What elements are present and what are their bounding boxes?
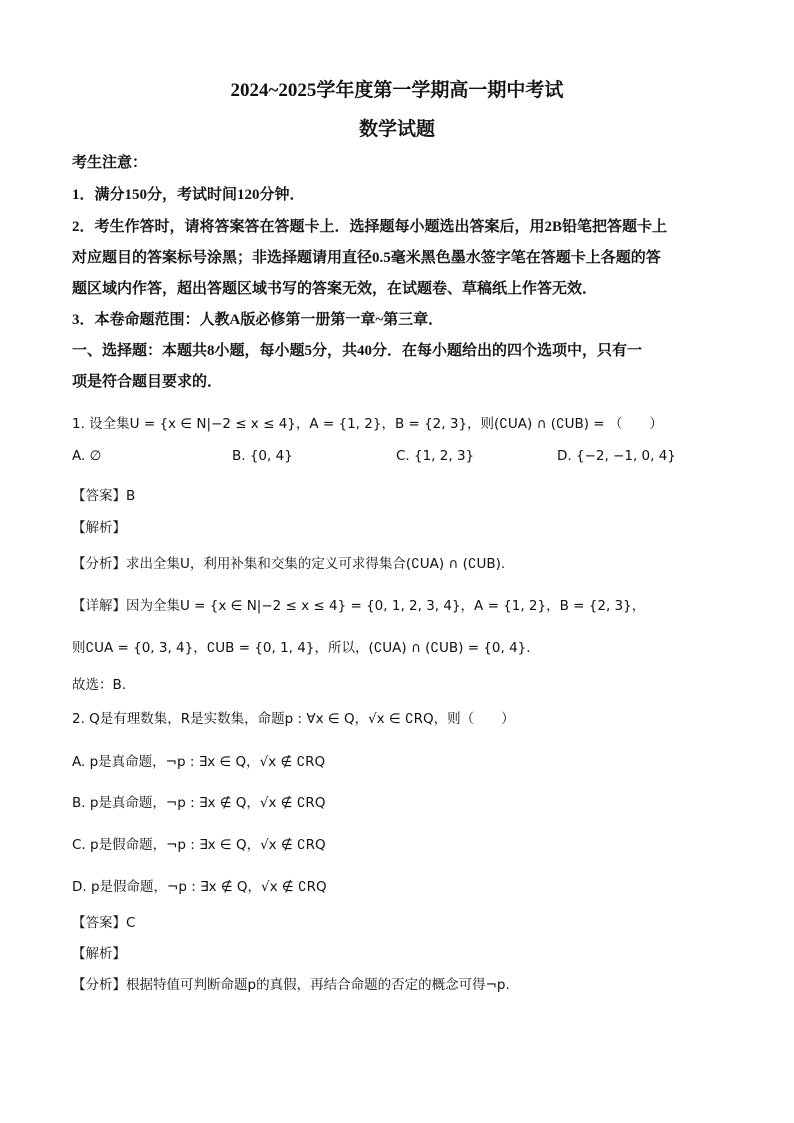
- question-1-option-b: B. {0, 4}: [232, 448, 293, 464]
- exam-subtitle: 数学试题: [358, 119, 435, 140]
- section-heading-line-1: 一、选择题：本题共8小题，每小题5分，共40分．在每小题给出的四个选项中，只有一: [72, 343, 643, 359]
- question-2-option-c: C. p是假命题，¬p : ∃x ∈ Q，√x ∉ ∁RQ: [72, 837, 326, 853]
- question-2-analysis-label: 【解析】: [72, 946, 126, 962]
- question-1-analysis-label: 【解析】: [72, 520, 126, 536]
- notice-item-2-line-1: 2．考生作答时，请将答案答在答题卡上．选择题每小题选出答案后，用2B铅笔把答题卡上: [72, 219, 668, 235]
- notice-item-3: 3．本卷命题范围：人教A版必修第一册第一章~第三章．: [72, 312, 444, 328]
- question-1-choice: 故选：B.: [72, 677, 127, 693]
- question-2-answer: 【答案】C: [72, 915, 136, 931]
- question-1-option-c: C. {1, 2, 3}: [396, 448, 475, 464]
- question-1-option-a: A. ∅: [72, 448, 102, 464]
- notice-item-2-line-3: 题区域内作答，超出答题区域书写的答案无效，在试题卷、草稿纸上作答无效．: [72, 281, 598, 297]
- question-1-xiangjie-line-2: 则∁UA = {0, 3, 4}，∁UB = {0, 1, 4}，所以，(∁UA) ∩ (∁UB) = {0, 4}.: [72, 640, 531, 656]
- question-1-option-d: D. {−2, −1, 0, 4}: [557, 448, 676, 464]
- section-heading-line-2: 项是符合题目要求的．: [72, 374, 223, 390]
- question-2-option-a: A. p是真命题，¬p : ∃x ∈ Q，√x ∉ ∁RQ: [72, 754, 326, 770]
- question-1-stem: 1. 设全集U = {x ∈ N|−2 ≤ x ≤ 4}，A = {1, 2}，B = {2, 3}，则(∁UA) ∩ (∁UB) = （ ）: [72, 416, 663, 432]
- notice-item-1: 1．满分150分，考试时间120分钟．: [72, 187, 305, 203]
- question-1-xiangjie-line-1: 【详解】因为全集U = {x ∈ N|−2 ≤ x ≤ 4} = {0, 1, 2, 3, 4}，A = {1, 2}，B = {2, 3}，: [72, 598, 646, 614]
- question-2-option-b: B. p是真命题，¬p : ∃x ∉ Q，√x ∉ ∁RQ: [72, 795, 326, 811]
- question-2-stem: 2. Q是有理数集，R是实数集，命题p : ∀x ∈ Q，√x ∈ ∁RQ，则（ ）: [72, 711, 515, 727]
- question-2-option-d: D. p是假命题，¬p : ∃x ∉ Q，√x ∉ ∁RQ: [72, 879, 327, 895]
- notice-item-2-line-2: 对应题目的答案标号涂黑；非选择题请用直径0.5毫米黑色墨水签字笔在答题卡上各题的答: [72, 250, 661, 266]
- exam-title: 2024~2025学年度第一学期高一期中考试: [230, 80, 564, 101]
- notice-heading: 考生注意：: [72, 155, 148, 171]
- question-2-fenxi: 【分析】根据特值可判断命题p的真假，再结合命题的否定的概念可得¬p.: [72, 977, 510, 993]
- question-1-answer: 【答案】B: [72, 488, 136, 504]
- question-1-fenxi: 【分析】求出全集U，利用补集和交集的定义可求得集合(∁UA) ∩ (∁UB).: [72, 556, 506, 572]
